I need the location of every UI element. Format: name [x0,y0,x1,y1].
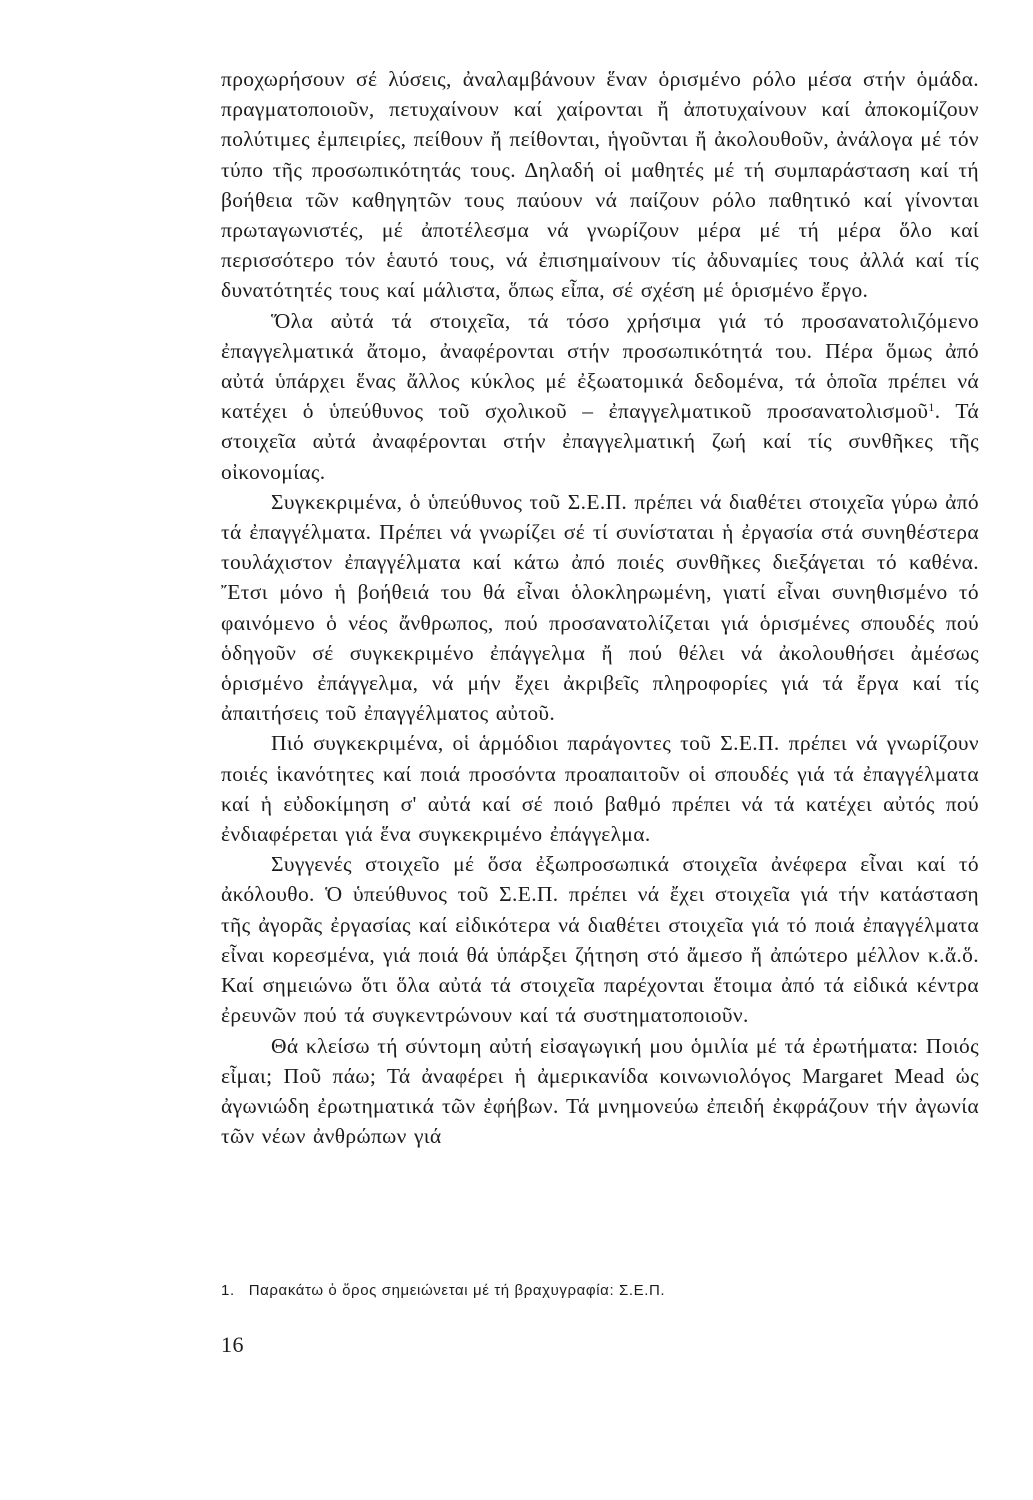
paragraph-2-text-a: Ὅλα αὐτά τά στοιχεῖα, τά τόσο χρήσιμα γιά τό προσανατολιζόμενο ἐπαγγελματικά ἄτομο, ἀναφέρονται στήν προσωπικότητά του. Πέρα ὅμως ἀπό αὐτά ὑπάρχει ἕνας ἄλλος κύκλος μέ ἐξωατομικά δεδομένα, τά ὁποῖα πρέπει νά κατέχει ὁ ὑπεύθυνος τοῦ σχολικοῦ – ἐπαγγελματικοῦ προσανατολισμοῦ [221,308,979,424]
page-number: 16 [221,1332,244,1357]
paragraph-1: προχωρήσουν σέ λύσεις, ἀναλαμβάνουν ἕναν ὁρισμένο ρόλο μέσα στήν ὁμάδα. πραγματοποιοῦν, πετυχαίνουν καί χαίρονται ἤ ἀποτυχαίνουν καί ἀποκομίζουν πολύτιμες ἐμπειρίες, πείθουν ἤ πείθονται, ἡγοῦνται ἤ ἀκολουθοῦν, ἀνάλογα μέ τόν τύπο τῆς προσωπικότητάς τους. Δηλαδή οἱ μαθητές μέ τή συμπαράσταση καί τή βοήθεια τῶν καθηγητῶν τους παύουν νά παίζουν ρόλο παθητικό καί γίνονται πρωταγωνιστές, μέ ἀποτέλεσμα νά γνωρίζουν μέρα μέ τή μέρα ὅλο καί περισσότερο τόν ἑαυτό τους, νά ἐπισημαίνουν τίς ἀδυναμίες τους ἀλλά καί τίς δυνατότητές τους καί μάλιστα, ὅπως εἶπα, σέ σχέση μέ ὁρισμένο ἔργο. [221,67,979,303]
footnote [221,1282,979,1299]
paragraph-2-text-b: . Τά στοιχεῖα αὐτά ἀναφέρονται στήν ἐπαγγελματική ζωή καί τίς συνθῆκες τῆς οἰκονομίας. [221,399,979,484]
body-text [221,64,979,1151]
footnote-text: Παρακάτω ὁ ὅρος σημειώνεται μέ τή βραχυγραφία: Σ.Ε.Π. [248,1282,666,1299]
footnote-number: 1. [221,1282,235,1299]
paragraph-6: Θά κλείσω τή σύντομη αὐτή εἰσαγωγική μου ὁμιλία μέ τά ἐρωτήματα: Ποιός εἶμαι; Ποῦ πάω; Τά ἀναφέρει ἡ ἀμερικανίδα κοινωνιολόγος Margaret Mead ὡς ἀγωνιώδη ἐρωτηματικά τῶν ἐφήβων. Τά μνημονεύω ἐπειδή ἐκφράζουν τήν ἀγωνία τῶν νέων ἀνθρώπων γιά [221,1033,979,1149]
paragraph-3: Συγκεκριμένα, ὁ ὑπεύθυνος τοῦ Σ.Ε.Π. πρέπει νά διαθέτει στοιχεῖα γύρω ἀπό τά ἐπαγγέλματα. Πρέπει νά γνωρίζει σέ τί συνίσταται ἡ ἐργασία στά συνηθέστερα τουλάχιστον ἐπαγγέλματα καί κάτω ἀπό ποιές συνθῆκες διεξάγεται τό καθένα. Ἔτσι μόνο ἡ βοήθειά του θά εἶναι ὁλοκληρωμένη, γιατί εἶναι συνηθισμένο τό φαινόμενο ὁ νέος ἄνθρωπος, πού προσανατολίζεται γιά ὁρισμένες σπουδές πού ὁδηγοῦν σέ συγκεκριμένο ἐπάγγελμα ἤ πού θέλει νά ἀκολουθήσει ἀμέσως ὁρισμένο ἐπάγγελμα, νά μήν ἔχει ἀκριβεῖς πληροφορίες γιά τά ἔργα καί τίς ἀπαιτήσεις τοῦ ἐπαγγέλματος αὐτοῦ. [221,489,979,726]
footnote-reference: 1 [928,400,935,415]
paragraph-5: Συγγενές στοιχεῖο μέ ὅσα ἐξωπροσωπικά στοιχεῖα ἀνέφερα εἶναι καί τό ἀκόλουθο. Ὁ ὑπεύθυνος τοῦ Σ.Ε.Π. πρέπει νά ἔχει στοιχεῖα γιά τήν κατάσταση τῆς ἀγορᾶς ἐργασίας καί εἰδικότερα νά διαθέτει στοιχεῖα γιά τό ποιά ἐπαγγέλματα εἶναι κορεσμένα, γιά ποιά θά ὑπάρξει ζήτηση στό ἄμεσο ἤ ἀπώτερο μέλλον κ.ἄ.ὅ. Καί σημειώνω ὅτι ὅλα αὐτά τά στοιχεῖα παρέχονται ἕτοιμα ἀπό τά εἰδικά κέντρα ἐρευνῶν πού τά συγκεντρώνουν καί τά συστηματοποιοῦν. [221,852,979,1028]
paragraph-2 [221,306,979,487]
paragraph-4: Πιό συγκεκριμένα, οἱ ἁρμόδιοι παράγοντες τοῦ Σ.Ε.Π. πρέπει νά γνωρίζουν ποιές ἱκανότητες καί ποιά προσόντα προαπαιτοῦν οἱ σπουδές γιά τά ἐπαγγέλματα καί ἡ εὐδοκίμηση σ' αὐτά καί σέ ποιό βαθμό πρέπει νά τά κατέχει αὐτός πού ἐνδιαφέρεται γιά ἕνα συγκεκριμένο ἐπάγγελμα. [221,731,979,847]
